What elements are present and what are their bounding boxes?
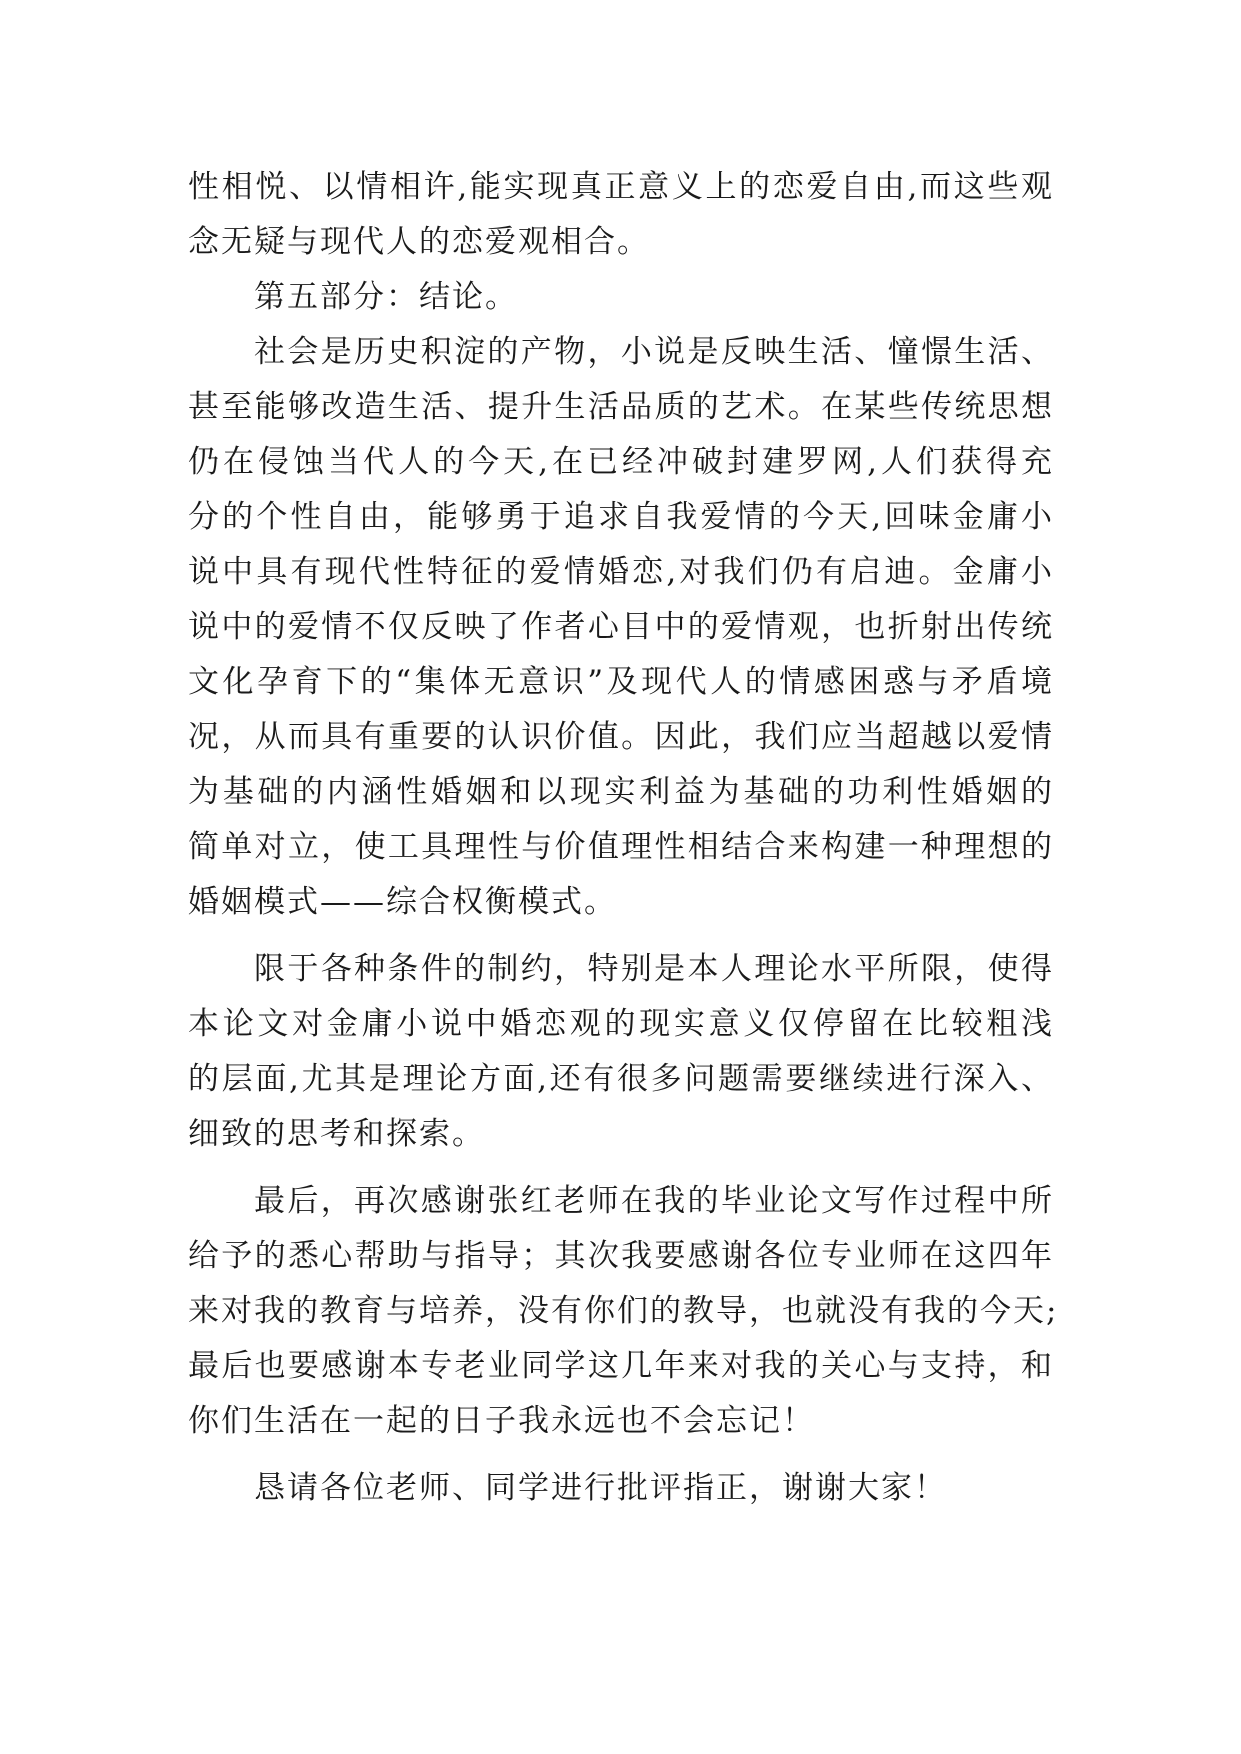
text-line: 的层面,尤其是理论方面,还有很多问题需要继续进行深入、 (188, 1061, 1054, 1097)
paragraph-continuation (188, 160, 1054, 270)
text-line: 甚至能够改造生活、提升生活品质的艺术。在某些传统思想 (188, 389, 1054, 425)
text-line: 给予的悉心帮助与指导；其次我要感谢各位专业师在这四年 (188, 1238, 1054, 1274)
text-line: 你们生活在一起的日子我永远也不会忘记！ (188, 1403, 815, 1439)
text-line: 来对我的教育与培养，没有你们的教导，也就没有我的今天; (188, 1293, 1059, 1329)
document-body (188, 160, 1059, 1516)
paragraph-spacer (188, 930, 1054, 942)
text-line: 性相悦、以情相许,能实现真正意义上的恋爱自由,而这些观 (188, 169, 1054, 205)
text-line: 况，从而具有重要的认识价值。因此，我们应当超越以爱情 (188, 719, 1054, 755)
text-line: 婚姻模式——综合权衡模式。 (188, 884, 617, 920)
text-line: 说中的爱情不仅反映了作者心目中的爱情观，也折射出传统 (188, 609, 1054, 645)
text-line: 念无疑与现代人的恋爱观相合。 (188, 224, 650, 260)
paragraph-conclusion (188, 325, 1054, 930)
paragraph-spacer (188, 1162, 1054, 1174)
text-line: 最后也要感谢本专老业同学这几年来对我的关心与支持，和 (188, 1348, 1054, 1384)
text-line: 细致的思考和探索。 (188, 1116, 485, 1152)
text-line: 限于各种条件的制约，特别是本人理论水平所限，使得 (254, 951, 1054, 987)
paragraph-closing (188, 1461, 1054, 1516)
text-line: 最后，再次感谢张红老师在我的毕业论文写作过程中所 (254, 1183, 1054, 1219)
text-line: 本论文对金庸小说中婚恋观的现实意义仅停留在比较粗浅 (188, 1006, 1054, 1042)
paragraph-spacer (188, 1449, 1054, 1461)
text-line: 简单对立，使工具理性与价值理性相结合来构建一种理想的 (188, 829, 1054, 865)
text-line: 文化孕育下的“集体无意识”及现代人的情感困惑与矛盾境 (188, 664, 1054, 700)
text-line: 恳请各位老师、同学进行批评指正，谢谢大家！ (254, 1470, 947, 1506)
text-line: 分的个性自由，能够勇于追求自我爱情的今天,回味金庸小 (188, 499, 1054, 535)
paragraph-acknowledgements (188, 1174, 1059, 1449)
section-heading-text: 第五部分：结论。 (254, 279, 518, 315)
text-line: 说中具有现代性特征的爱情婚恋,对我们仍有启迪。金庸小 (188, 554, 1054, 590)
paragraph-limitations (188, 942, 1054, 1162)
text-line: 为基础的内涵性婚姻和以现实利益为基础的功利性婚姻的 (188, 774, 1054, 810)
text-line: 社会是历史积淀的产物，小说是反映生活、憧憬生活、 (254, 334, 1054, 370)
section-heading (188, 270, 1054, 325)
text-line: 仍在侵蚀当代人的今天,在已经冲破封建罗网,人们获得充 (188, 444, 1054, 480)
